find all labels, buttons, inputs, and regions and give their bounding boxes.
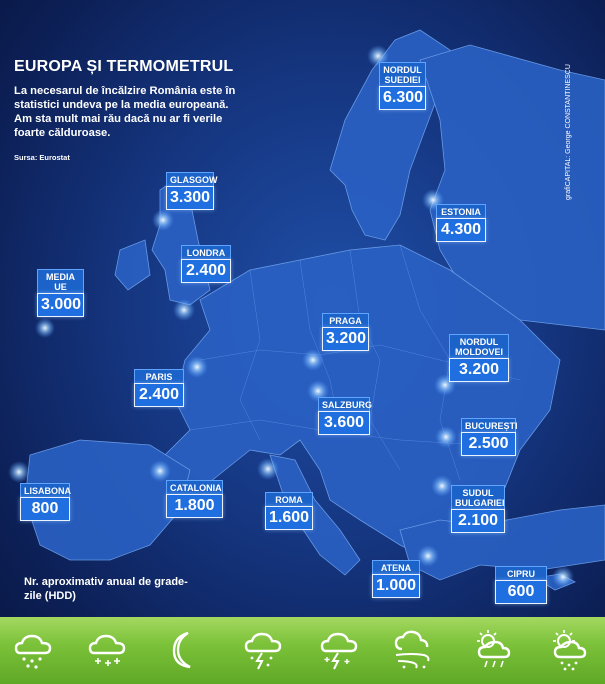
- intro-text: La necesarul de încălzire România este în statistici undeva pe la media europeană. Am sta mult mai rău dacă nu ar fi verile foarte călduroase.: [14, 85, 236, 139]
- location-name: LISABONA: [20, 483, 70, 497]
- location-value: 3.300: [166, 186, 214, 210]
- location-value: 3.200: [449, 358, 509, 382]
- location-name: ROMA: [265, 492, 313, 506]
- location-name: NORDUL SUEDIEI: [379, 62, 426, 86]
- location-name: MEDIA UE: [37, 269, 84, 293]
- snowflake-cloud-icon: [84, 627, 130, 673]
- location-value: 1.600: [265, 506, 313, 530]
- snow-cloud-icon: [10, 627, 56, 673]
- location-name: ATENA: [372, 560, 420, 574]
- hdd-footnote: Nr. aproximativ anual de grade-zile (HDD): [24, 576, 188, 602]
- location-value: 1.800: [166, 494, 223, 518]
- location-name: NORDUL MOLDOVEI: [449, 334, 509, 358]
- location-media-ue: [37, 269, 84, 317]
- location-nordul-moldovei: [449, 334, 509, 382]
- location-cipru: [495, 566, 547, 604]
- location-value: 800: [20, 497, 70, 521]
- location-name: CATALONIA: [166, 480, 223, 494]
- location-name: SALZBURG: [318, 397, 370, 411]
- location-value: 4.300: [436, 218, 486, 242]
- location-estonia: [436, 204, 486, 242]
- location-londra: [181, 245, 231, 283]
- location-nordul-suediei: [379, 62, 426, 110]
- location-atena: [372, 560, 420, 598]
- location-value: 2.100: [451, 509, 505, 533]
- location-lisabona: [20, 483, 70, 521]
- location-value: 6.300: [379, 86, 426, 110]
- location-value: 3.200: [322, 327, 369, 351]
- location-name: PRAGA: [322, 313, 369, 327]
- location-praga: [322, 313, 369, 351]
- graphic-credit: grafiCAPITAL: George CONSTANTINESCU: [565, 64, 572, 200]
- location-value: 600: [495, 580, 547, 604]
- location-value: 1.000: [372, 574, 420, 598]
- location-sudul-bulgariei: [451, 485, 505, 533]
- storm-cloud-icon: [240, 627, 286, 673]
- location-glasgow: [166, 172, 218, 210]
- location-catalonia: [166, 480, 223, 518]
- storm-snow-cloud-icon: [316, 627, 362, 673]
- location-name: LONDRA: [181, 245, 231, 259]
- location-name: ESTONIA: [436, 204, 486, 218]
- location-name: SUDUL BULGARIEI: [451, 485, 505, 509]
- location-value: 3.600: [318, 411, 370, 435]
- sun-cloud-drizzle-icon: [544, 627, 590, 673]
- sun-cloud-rain-icon: [468, 627, 514, 673]
- location-salzburg: [318, 397, 370, 435]
- location-name: BUCUREȘTI: [461, 418, 516, 432]
- location-name: CIPRU: [495, 566, 547, 580]
- location-value: 2.500: [461, 432, 516, 456]
- location-bucuresti: [461, 418, 516, 456]
- location-paris: [134, 369, 184, 407]
- location-name: GLASGOW: [166, 172, 214, 186]
- location-roma: [265, 492, 313, 530]
- source-note: Sursa: Eurostat: [14, 153, 70, 162]
- page-title: EUROPA ȘI TERMOMETRUL: [14, 58, 234, 75]
- location-value: 3.000: [37, 293, 84, 317]
- location-value: 2.400: [134, 383, 184, 407]
- wind-cloud-icon: [390, 627, 436, 673]
- location-value: 2.400: [181, 259, 231, 283]
- moon-icon: [162, 627, 208, 673]
- location-name: PARIS: [134, 369, 184, 383]
